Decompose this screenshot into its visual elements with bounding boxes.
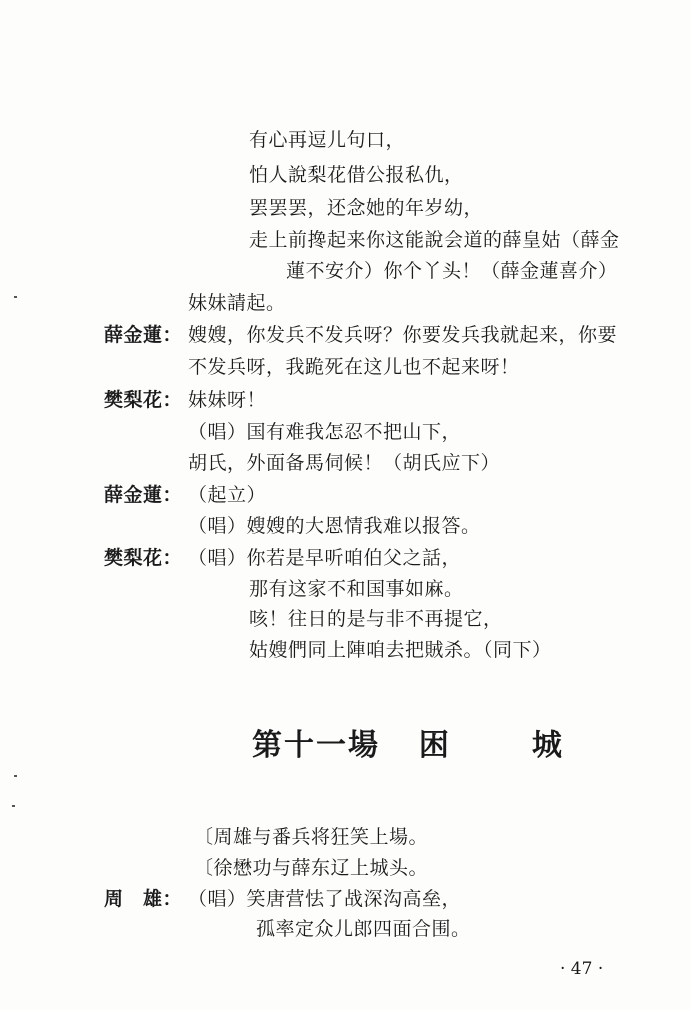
verse-line: 孤率定众儿郎四面合围。 xyxy=(256,918,471,940)
stage-direction-line: 〔周雄与番兵将狂笑上場。 xyxy=(194,826,429,848)
verse-line: 走上前搀起来你这能說会道的薛皇姑（薛金 xyxy=(249,229,620,251)
dialogue-line: 妹妹請起。 xyxy=(188,292,286,314)
verse-line: 咳！往日的是与非不再提它， xyxy=(249,608,503,630)
verse-line: 怕人說梨花借公报私仇， xyxy=(249,164,464,186)
dialogue-line: 不发兵呀，我跪死在这儿也不起来呀！ xyxy=(188,356,520,378)
speaker-label: 樊梨花： xyxy=(104,547,183,569)
sung-line: （唱）国有难我怎忍不把山下， xyxy=(188,421,462,443)
speaker-label: 周 雄： xyxy=(104,888,183,910)
verse-line: 那有这家不和国事如麻。 xyxy=(249,578,464,600)
scene-title xyxy=(252,726,564,766)
verse-line: 罢罢罢，还念她的年岁幼， xyxy=(249,197,484,219)
stage-direction-line: 〔徐懋功与薛东辽上城头。 xyxy=(194,857,429,879)
speaker-label: 樊梨花： xyxy=(104,389,183,411)
stage-direction-line: 蓮不安介）你个丫头！（薛金蓮喜介） xyxy=(286,260,618,282)
dialogue-line: 妹妹呀！ xyxy=(188,389,267,411)
stage-direction-line: （起立） xyxy=(188,484,267,506)
speaker-label: 薛金蓮： xyxy=(104,484,183,506)
page-number: · 47 · xyxy=(560,959,604,979)
scene-title-number: 第十一場 xyxy=(252,728,380,763)
sung-line: （唱）笑唐营怯了战深沟高垒， xyxy=(188,888,462,910)
sung-line: （唱）嫂嫂的大恩情我难以报答。 xyxy=(188,515,481,537)
verse-line: 姑嫂們同上陣咱去把賊杀。（同下） xyxy=(249,639,552,661)
speaker-label: 薛金蓮： xyxy=(104,324,183,346)
scene-title-word-1: 困 xyxy=(418,728,451,763)
scan-speck xyxy=(14,296,17,298)
scan-speck xyxy=(14,775,17,777)
scene-title-word-2: 城 xyxy=(531,728,564,763)
dialogue-line: 嫂嫂，你发兵不发兵呀？你要发兵我就起来，你要 xyxy=(188,324,618,346)
sung-line: （唱）你若是早听咱伯父之話， xyxy=(188,547,462,569)
scan-speck xyxy=(12,805,15,807)
verse-line: 有心再逗儿句口， xyxy=(249,129,406,151)
dialogue-line: 胡氏，外面备馬伺候！（胡氏应下） xyxy=(188,452,501,474)
